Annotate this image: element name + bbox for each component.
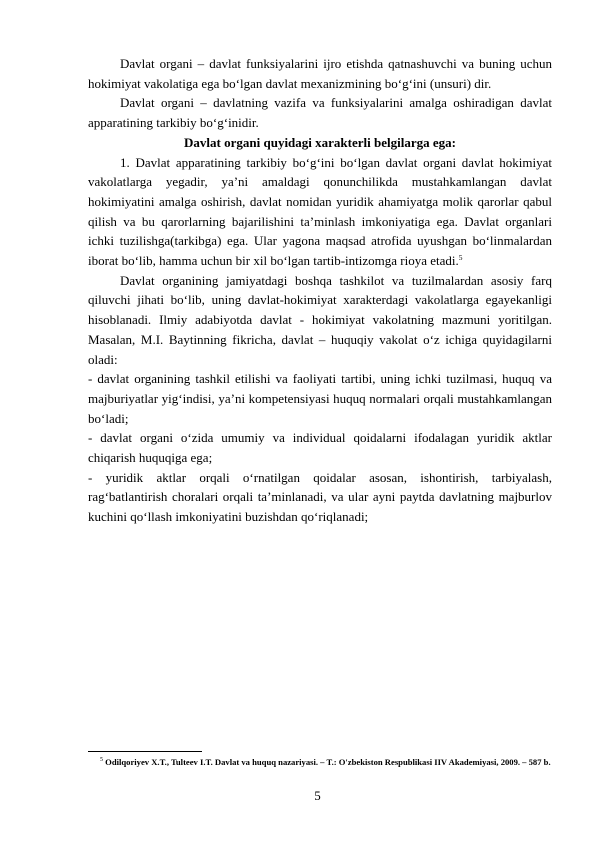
list-item-structure: - davlat organining tashkil etilishi va faoliyati tartibi, uning ichki tuzilmasi, huquq va majburiyatlar yig‘indisi, ya’ni kompetensiyasi huquq normalari orqali mustahkamlangan bo‘ladi; bbox=[88, 371, 552, 426]
body-text bbox=[88, 54, 552, 527]
footnote bbox=[100, 754, 552, 770]
section-heading: Davlat organi quyidagi xarakterli belgilarga ega: bbox=[184, 134, 456, 150]
list-item-legal-acts: - davlat organi o‘zida umumiy va individual qoidalarni ifodalagan yuridik aktlar chiqarish huquqiga ega; bbox=[88, 430, 552, 466]
paragraph-distinction: Davlat organining jamiyatdagi boshqa tashkilot va tuzilmalardan asosiy farq qiluvchi jihati bo‘lib, uning davlat-hokimiyat xarakterdagi vakolatlarga egayekanligi hisoblanadi. Ilmiy adabiyotda davlat - hokimiyat vakolatning mazmuni yoritilgan. Masalan, M.I. Baytinning fikricha, davlat – huquqiy vakolat o‘z ichiga quyidagilarni oladi: bbox=[88, 272, 552, 367]
paragraph-definition-2: Davlat organi – davlatning vazifa va funksiyalarini amalga oshiradigan davlat apparatining tarkibiy bo‘g‘inidir. bbox=[88, 95, 552, 131]
footnote-number: 5 bbox=[100, 757, 103, 763]
footnote-divider bbox=[88, 751, 202, 752]
list-item-enforcement: - yuridik aktlar orqali o‘rnatilgan qoidalar asosan, ishontirish, tarbiyalash, rag‘batlantirish choralari orqali ta’minlanadi, va ular ayni paytda davlatning majburlov kuchini qo‘llash imkoniyatini buzishdan qo‘riqlanadi; bbox=[88, 469, 552, 525]
footnote-reference[interactable]: 5 bbox=[458, 253, 463, 263]
paragraph-feature-1 bbox=[88, 153, 552, 271]
paragraph-feature-1-text: 1. Davlat apparatining tarkibiy bo‘g‘ini bo‘lgan davlat organi davlat hokimiyat vakolatlarga yegadir, ya’ni amaldagi qonunchilikda mustahkamlangan davlat hokimiyatini amalga oshirish, davlat nomidan yuridik ahamiyatga molik qarorlar qabul qilish va bu qarorlarning bajarilishini ta’minlash imkoniyatiga ega. Davlat organlari ichki tuzilishga(tarkibga) ega. Ular yagona maqsad atrofida uyushgan bo‘linmalardan iborat bo‘lib, hamma uchun bir xil bo‘lgan tartib-intizomga rioya etadi. bbox=[88, 154, 552, 269]
paragraph-definition-1: Davlat organi – davlat funksiyalarini ijro etishda qatnashuvchi va buning uchun hokimiyat vakolatiga ega bo‘lgan davlat mexanizmining bo‘g‘ini (unsuri) dir. bbox=[88, 56, 552, 91]
page-number: 5 bbox=[314, 788, 321, 803]
footnote-text: Odilqoriyev X.T., Tulteev I.T. Davlat va huquq nazariyasi. – T.: O'zbekiston Respublikasi IIV Akademiyasi, 2009. – 587 b. bbox=[103, 757, 551, 767]
